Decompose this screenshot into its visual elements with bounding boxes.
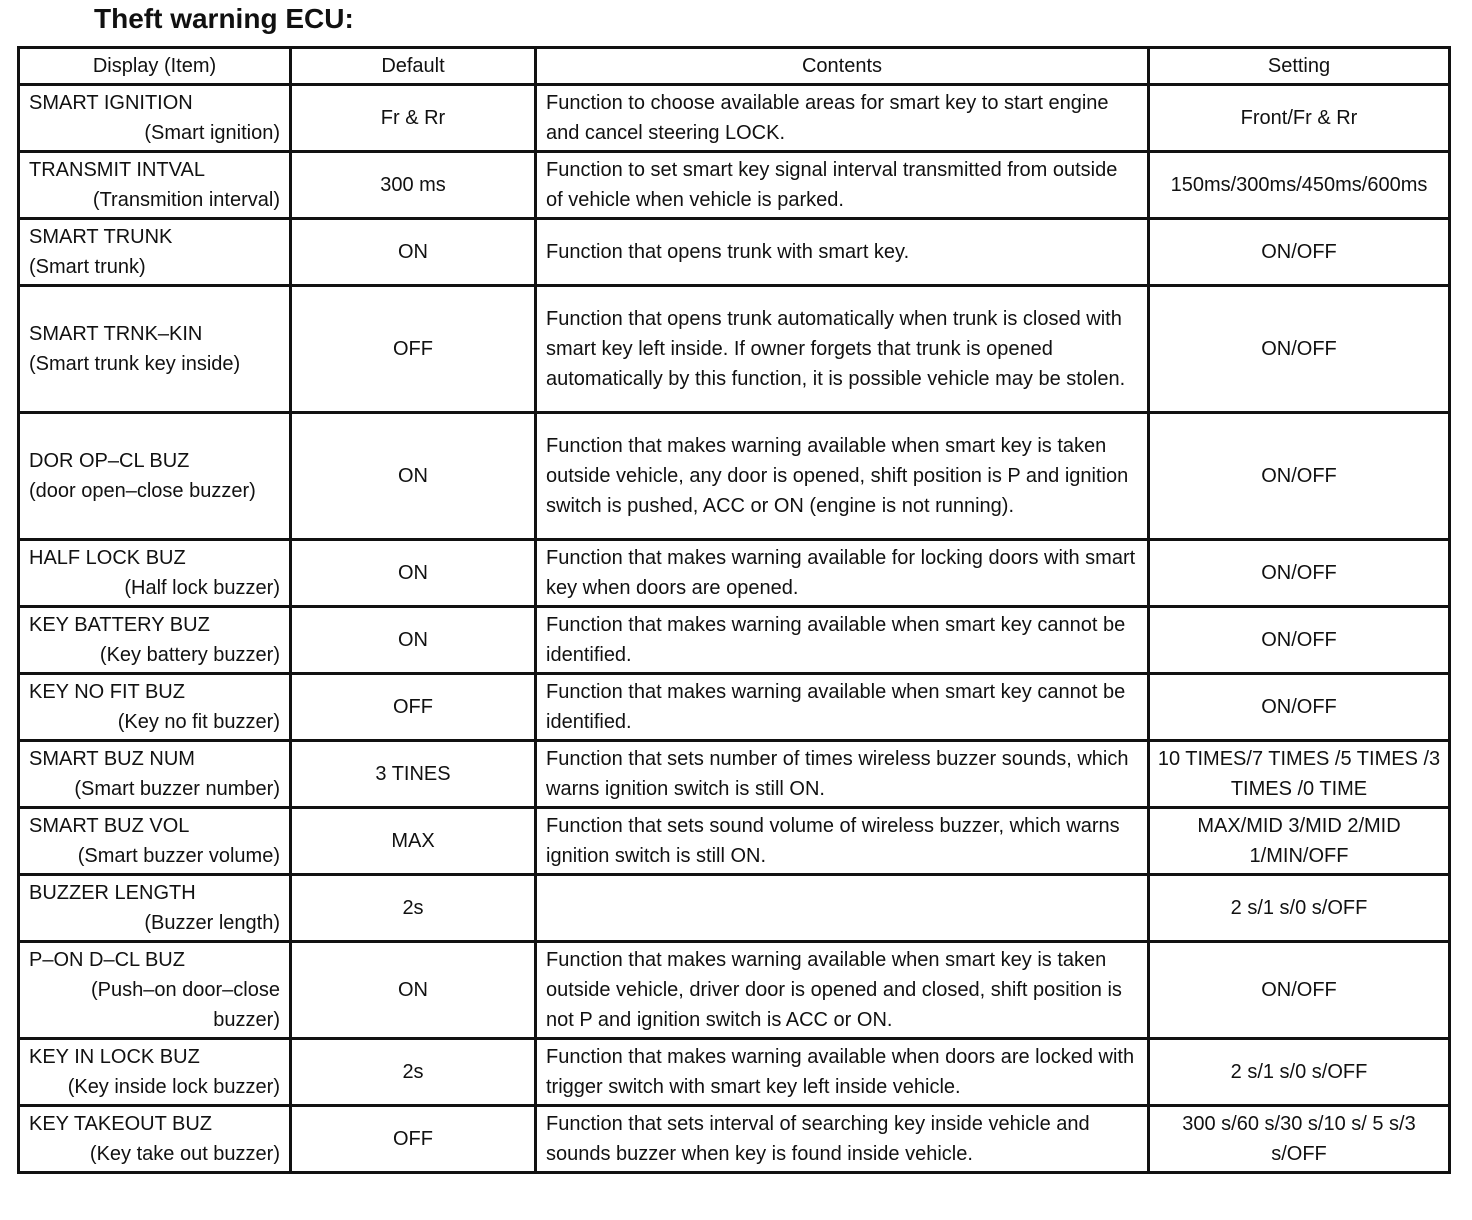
cell-default: OFF xyxy=(291,674,536,741)
item-code: HALF LOCK BUZ xyxy=(29,547,186,569)
item-description: (door open–close buzzer) xyxy=(29,480,256,502)
cell-setting: ON/OFF xyxy=(1149,674,1450,741)
table-row xyxy=(19,674,1450,741)
cell-setting: ON/OFF xyxy=(1149,413,1450,540)
cell-setting: Front/Fr & Rr xyxy=(1149,85,1450,152)
cell-default: 3 TINES xyxy=(291,741,536,808)
table-row xyxy=(19,219,1450,286)
item-description: (Key inside lock buzzer) xyxy=(67,1076,280,1098)
header-default: Default xyxy=(291,48,536,85)
cell-contents: Function that makes warning available when smart key is taken outside vehicle, driver door is opened and closed, shift position is not P and ignition switch is ACC or ON. xyxy=(536,942,1149,1039)
item-code: SMART BUZ VOL xyxy=(29,815,190,837)
item-code: KEY BATTERY BUZ xyxy=(29,614,210,636)
ecu-settings-table xyxy=(17,46,1451,1174)
cell-display-item xyxy=(19,540,291,607)
cell-default: ON xyxy=(291,607,536,674)
cell-setting: ON/OFF xyxy=(1149,607,1450,674)
cell-contents: Function that sets number of times wireless buzzer sounds, which warns ignition switch is still ON. xyxy=(536,741,1149,808)
cell-display-item xyxy=(19,1039,291,1106)
cell-default: Fr & Rr xyxy=(291,85,536,152)
cell-contents: Function that opens trunk automatically when trunk is closed with smart key left inside. If owner forgets that trunk is opened automatically by this function, it is possible vehicle may be stolen. xyxy=(536,286,1149,413)
table-row xyxy=(19,540,1450,607)
cell-display-item xyxy=(19,1106,291,1173)
cell-contents: Function that makes warning available when smart key cannot be identified. xyxy=(536,674,1149,741)
cell-contents: Function that opens trunk with smart key. xyxy=(536,219,1149,286)
cell-setting: ON/OFF xyxy=(1149,942,1450,1039)
cell-default: ON xyxy=(291,219,536,286)
cell-display-item xyxy=(19,85,291,152)
cell-setting: 300 s/60 s/30 s/10 s/ 5 s/3 s/OFF xyxy=(1149,1106,1450,1173)
item-code: KEY TAKEOUT BUZ xyxy=(29,1113,213,1135)
item-description: (Smart trunk key inside) xyxy=(29,353,241,375)
cell-setting: MAX/MID 3/MID 2/MID 1/MIN/OFF xyxy=(1149,808,1450,875)
cell-setting: 150ms/300ms/450ms/600ms xyxy=(1149,152,1450,219)
cell-default: 2s xyxy=(291,875,536,942)
cell-display-item xyxy=(19,219,291,286)
table-row xyxy=(19,808,1450,875)
page-title: Theft warning ECU: xyxy=(94,3,354,34)
item-code: SMART TRUNK xyxy=(29,226,173,248)
cell-display-item xyxy=(19,942,291,1039)
cell-default: ON xyxy=(291,413,536,540)
item-description: (Key no fit buzzer) xyxy=(117,711,280,733)
cell-setting: ON/OFF xyxy=(1149,219,1450,286)
cell-default: OFF xyxy=(291,1106,536,1173)
item-code: SMART IGNITION xyxy=(29,92,193,114)
cell-default: ON xyxy=(291,540,536,607)
cell-default: OFF xyxy=(291,286,536,413)
cell-display-item xyxy=(19,152,291,219)
item-code: TRANSMIT INTVAL xyxy=(29,159,205,181)
cell-default: 300 ms xyxy=(291,152,536,219)
cell-contents: Function that makes warning available when doors are locked with trigger switch with smart key left inside vehicle. xyxy=(536,1039,1149,1106)
cell-setting: 2 s/1 s/0 s/OFF xyxy=(1149,875,1450,942)
cell-contents: Function that sets sound volume of wireless buzzer, which warns ignition switch is still ON. xyxy=(536,808,1149,875)
item-description: (Half lock buzzer) xyxy=(124,577,280,599)
cell-contents: Function that makes warning available when smart key cannot be identified. xyxy=(536,607,1149,674)
table-row xyxy=(19,85,1450,152)
table-row xyxy=(19,942,1450,1039)
item-code: KEY NO FIT BUZ xyxy=(29,681,185,703)
cell-default: ON xyxy=(291,942,536,1039)
item-code: SMART TRNK–KIN xyxy=(29,323,203,345)
table-row xyxy=(19,152,1450,219)
item-description: (Transmition interval) xyxy=(92,189,280,211)
item-description: (Key battery buzzer) xyxy=(99,644,280,666)
table-row xyxy=(19,1039,1450,1106)
item-description: (Smart trunk) xyxy=(29,256,146,278)
table-row xyxy=(19,741,1450,808)
cell-setting: ON/OFF xyxy=(1149,540,1450,607)
cell-default: MAX xyxy=(291,808,536,875)
cell-contents: Function to set smart key signal interval transmitted from outside of vehicle when vehicle is parked. xyxy=(536,152,1149,219)
cell-setting: 10 TIMES/7 TIMES /5 TIMES /3 TIMES /0 TIME xyxy=(1149,741,1450,808)
table-row xyxy=(19,413,1450,540)
cell-setting: 2 s/1 s/0 s/OFF xyxy=(1149,1039,1450,1106)
item-code: SMART BUZ NUM xyxy=(29,748,195,770)
item-description: (Buzzer length) xyxy=(144,912,280,934)
cell-contents xyxy=(536,875,1149,942)
table-row xyxy=(19,607,1450,674)
item-description: (Smart buzzer volume) xyxy=(77,845,280,867)
table-row xyxy=(19,286,1450,413)
item-code: DOR OP–CL BUZ xyxy=(29,450,190,472)
item-code: P–ON D–CL BUZ xyxy=(29,949,185,971)
item-description: (Key take out buzzer) xyxy=(89,1143,280,1165)
table-row xyxy=(19,875,1450,942)
header-setting: Setting xyxy=(1149,48,1450,85)
table-header-row xyxy=(19,48,1450,85)
item-code: KEY IN LOCK BUZ xyxy=(29,1046,200,1068)
cell-contents: Function to choose available areas for smart key to start engine and cancel steering LOCK. xyxy=(536,85,1149,152)
cell-display-item xyxy=(19,808,291,875)
cell-contents: Function that makes warning available when smart key is taken outside vehicle, any door is opened, shift position is P and ignition switch is pushed, ACC or ON (engine is not running). xyxy=(536,413,1149,540)
cell-display-item xyxy=(19,286,291,413)
cell-display-item xyxy=(19,607,291,674)
item-description: (Smart buzzer number) xyxy=(74,778,280,800)
cell-contents: Function that makes warning available for locking doors with smart key when doors are opened. xyxy=(536,540,1149,607)
cell-display-item xyxy=(19,674,291,741)
cell-display-item xyxy=(19,413,291,540)
cell-display-item xyxy=(19,741,291,808)
header-contents: Contents xyxy=(536,48,1149,85)
table-row xyxy=(19,1106,1450,1173)
item-description: (Smart ignition) xyxy=(144,122,280,144)
cell-display-item xyxy=(19,875,291,942)
cell-setting: ON/OFF xyxy=(1149,286,1450,413)
cell-default: 2s xyxy=(291,1039,536,1106)
item-code: BUZZER LENGTH xyxy=(29,882,196,904)
header-display-item: Display (Item) xyxy=(19,48,291,85)
item-description: (Push–on door–close buzzer) xyxy=(90,979,280,1031)
cell-contents: Function that sets interval of searching key inside vehicle and sounds buzzer when key is found inside vehicle. xyxy=(536,1106,1149,1173)
